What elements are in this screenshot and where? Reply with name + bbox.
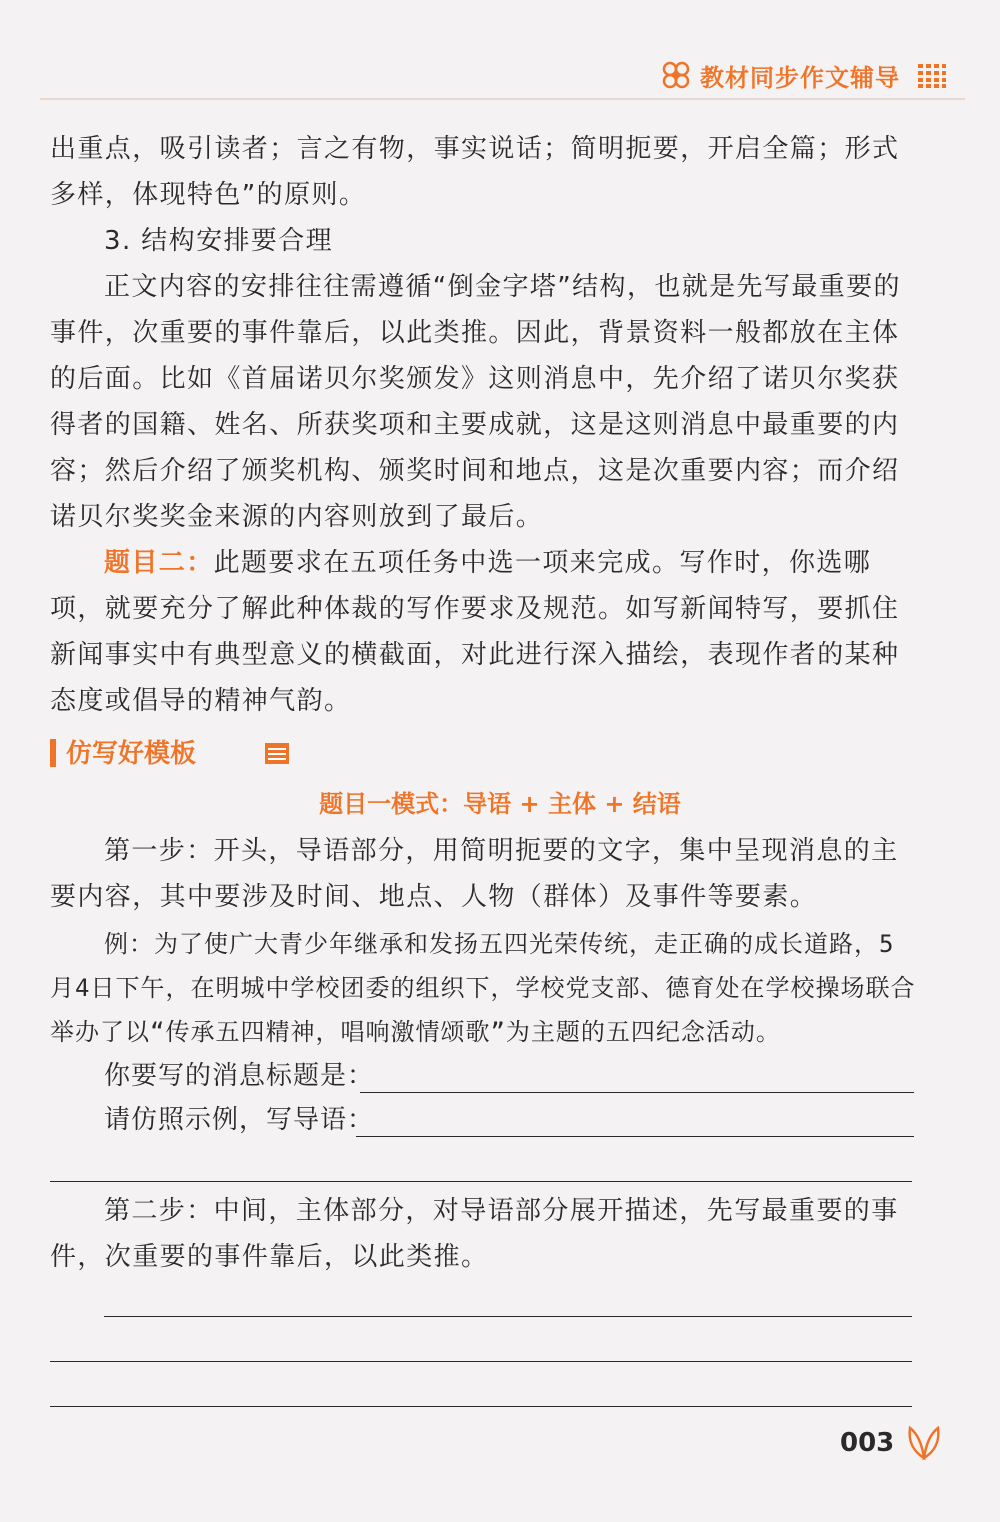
answer-line[interactable] bbox=[50, 1181, 912, 1182]
example-paragraph: 例：为了使广大青少年继承和发扬五四光荣传统，走正确的成长道路，5月4日下午，在明城中学校团委的组织下，学校党支部、德育处在学校操场联合举办了以“传承五四精神，唱响激情颂歌”为主题的五四纪念活动。 bbox=[50, 930, 916, 1046]
notepad-icon bbox=[264, 741, 290, 765]
flower-icon bbox=[660, 60, 694, 90]
paragraph-principles: 出重点，吸引读者；言之有物，事实说话；简明扼要，开启全篇；形式多样，体现特色”的原则。 bbox=[50, 134, 900, 210]
paragraph-topic-two bbox=[50, 540, 918, 724]
section-accent-bar bbox=[50, 739, 56, 767]
answer-line[interactable] bbox=[104, 1316, 912, 1317]
headline-fill-row bbox=[104, 1056, 914, 1096]
running-header bbox=[660, 54, 960, 98]
answer-line[interactable] bbox=[50, 1406, 912, 1407]
topic-two-label: 题目二： bbox=[104, 548, 214, 578]
leaf-icon bbox=[902, 1422, 946, 1462]
headline-answer-line[interactable] bbox=[360, 1092, 914, 1093]
page-number: 003 bbox=[840, 1428, 895, 1458]
section-title: 仿写好模板 bbox=[66, 739, 197, 769]
step-one: 第一步：开头，导语部分，用简明扼要的文字，集中呈现消息的主要内容，其中要涉及时间、地点、人物（群体）及事件等要素。 bbox=[50, 836, 899, 912]
topic-two-text: 此题要求在五项任务中选一项来完成。写作时，你选哪项，就要充分了解此种体裁的写作要求及规范。如写新闻特写，要抓住新闻事实中有典型意义的横截面，对此进行深入描绘，表现作者的某种态度或倡导的精神气韵。 bbox=[50, 548, 900, 716]
grid-icon bbox=[918, 64, 946, 88]
header-title: 教材同步作文辅导 bbox=[700, 64, 900, 92]
section-heading bbox=[50, 733, 350, 773]
subheading-structure: 3. 结构安排要合理 bbox=[104, 226, 334, 256]
headline-fill-label: 你要写的消息标题是： bbox=[104, 1061, 375, 1091]
step-two: 第二步：中间，主体部分，对导语部分展开描述，先写最重要的事件，次重要的事件靠后，以此类推。 bbox=[50, 1196, 899, 1272]
lead-fill-label: 请仿照示例，写导语： bbox=[104, 1105, 375, 1135]
answer-line[interactable] bbox=[50, 1361, 912, 1362]
mode-title: 题目一模式：导语 + 主体 + 结语 bbox=[319, 790, 681, 818]
paragraph-inverted-pyramid: 正文内容的安排往往需遵循“倒金字塔”结构，也就是先写最重要的事件，次重要的事件靠后，以此类推。因此，背景资料一般都放在主体的后面。比如《首届诺贝尔奖颁发》这则消息中，先介绍了诺贝尔奖获得者的国籍、姓名、所获奖项和主要成就，这是这则消息中最重要的内容；然后介绍了颁奖机构、颁奖时间和地点，这是次重要内容；而介绍诺贝尔奖奖金来源的内容则放到了最后。 bbox=[50, 272, 901, 532]
lead-fill-row bbox=[104, 1100, 914, 1140]
header-divider bbox=[40, 98, 965, 100]
lead-answer-line[interactable] bbox=[356, 1136, 914, 1137]
